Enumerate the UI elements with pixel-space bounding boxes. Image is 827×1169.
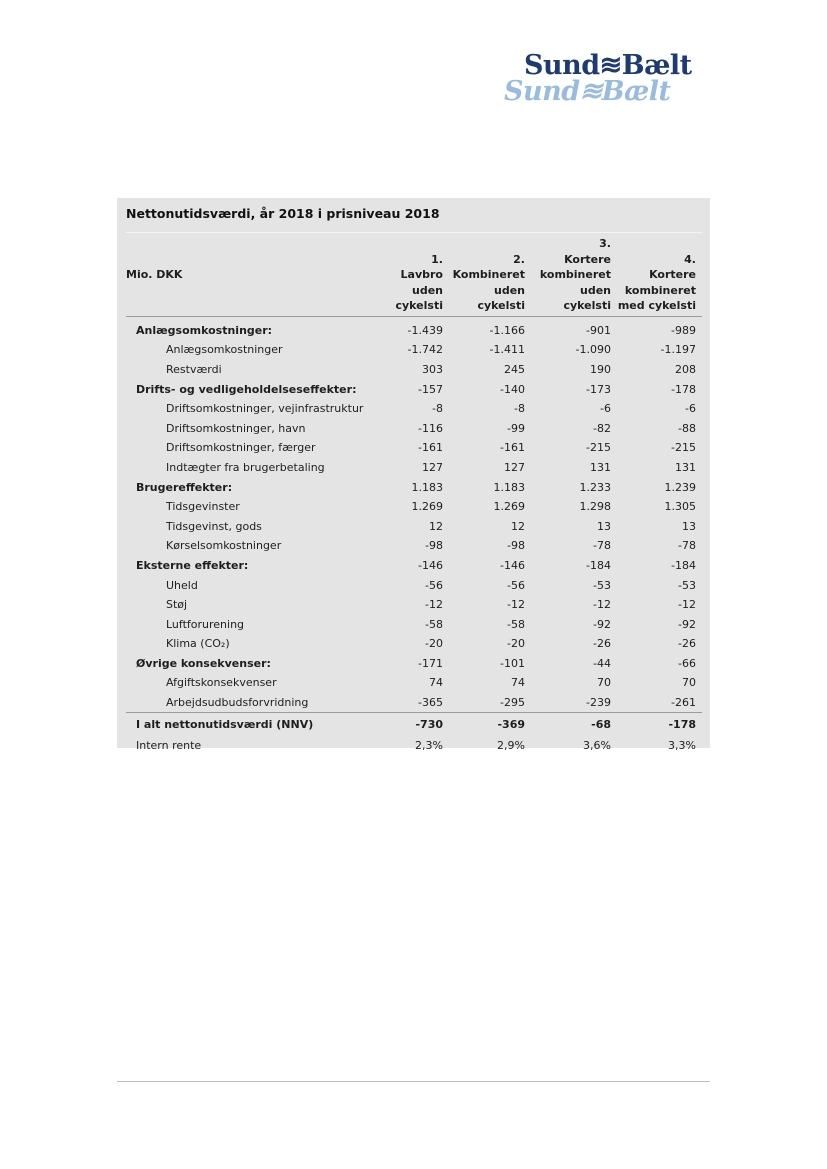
row-value: 74 <box>511 676 525 690</box>
row-value: -12 <box>678 598 696 612</box>
row-value: -171 <box>418 656 443 670</box>
row-value: 1.269 <box>493 500 525 514</box>
row-value: 208 <box>675 362 696 376</box>
row-label: Øvrige konsekvenser: <box>136 656 271 670</box>
logo-wordmark: Sund≋Bælt <box>524 50 692 81</box>
total-row <box>126 713 702 736</box>
row-label: Tidsgevinster <box>166 500 240 514</box>
table-row <box>126 693 702 713</box>
row-value: -178 <box>671 382 696 396</box>
row-value: -6 <box>685 402 696 416</box>
row-value: -26 <box>593 637 611 651</box>
row-value: -99 <box>507 421 525 435</box>
row-value: 70 <box>682 676 696 690</box>
row-value: -92 <box>678 617 696 631</box>
table-header-row <box>126 236 702 316</box>
row-value: -78 <box>593 539 611 553</box>
group-row <box>126 477 702 497</box>
npv-table-panel <box>117 198 710 752</box>
row-value: -239 <box>586 696 611 710</box>
table-row <box>126 360 702 380</box>
row-label: Arbejdsudbudsforvridning <box>166 696 309 710</box>
row-label: Indtægter fra brugerbetaling <box>166 460 325 474</box>
row-value: 3,3% <box>668 738 696 752</box>
group-row <box>126 379 702 399</box>
row-value: 2,3% <box>415 738 443 752</box>
row-label: Eksterne effekter: <box>136 558 249 572</box>
table-title: Nettonutidsværdi, år 2018 i prisniveau 2018 <box>126 206 440 221</box>
row-value: 1.239 <box>664 480 696 494</box>
row-value: -116 <box>418 421 443 435</box>
row-value: -184 <box>586 558 611 572</box>
row-value: -20 <box>425 637 443 651</box>
group-row <box>126 654 702 674</box>
row-value: -184 <box>671 558 696 572</box>
row-value: -1.090 <box>575 343 611 357</box>
row-value: -369 <box>449 713 531 736</box>
row-value: -215 <box>671 441 696 455</box>
row-value: -58 <box>507 617 525 631</box>
table-row <box>126 418 702 438</box>
row-label: Brugereffekter: <box>136 480 233 494</box>
row-value: -53 <box>593 578 611 592</box>
row-label: Drifts- og vedligeholdelseseffekter: <box>136 382 357 396</box>
table-row <box>126 516 702 536</box>
row-label: Driftsomkostninger, færger <box>166 441 316 455</box>
row-value: 12 <box>511 519 525 533</box>
row-label: Støj <box>166 598 188 612</box>
row-value: 303 <box>422 362 443 376</box>
row-label: Driftsomkostninger, vejinfrastruktur <box>166 402 364 416</box>
row-value: -56 <box>425 578 443 592</box>
row-label: Uheld <box>166 578 198 592</box>
sund-baelt-logo <box>500 50 715 106</box>
row-label: Anlægsomkostninger: <box>136 323 273 337</box>
row-label: Anlægsomkostninger <box>166 343 283 357</box>
row-value: 190 <box>590 362 611 376</box>
row-label: Restværdi <box>166 362 222 376</box>
table-row <box>126 595 702 615</box>
row-value: -66 <box>678 656 696 670</box>
row-value: 131 <box>675 460 696 474</box>
row-value: 127 <box>422 460 443 474</box>
row-value: 131 <box>590 460 611 474</box>
row-value: -56 <box>507 578 525 592</box>
row-value: 1.269 <box>411 500 443 514</box>
row-value: 2,9% <box>497 738 525 752</box>
row-value: -261 <box>671 696 696 710</box>
row-value: -82 <box>593 421 611 435</box>
table-row <box>126 458 702 478</box>
row-value: -140 <box>500 382 525 396</box>
row-label: I alt nettonutidsværdi (NNV) <box>126 713 371 736</box>
row-value: -157 <box>418 382 443 396</box>
row-value: -6 <box>600 402 611 416</box>
npv-table <box>126 236 702 755</box>
row-value: -901 <box>586 323 611 337</box>
row-value: -1.166 <box>489 323 525 337</box>
row-value: -1.411 <box>489 343 525 357</box>
row-value: -98 <box>507 539 525 553</box>
column-header: 4. Kortere kombineret med cykelsti <box>617 236 702 316</box>
row-label: Afgiftskonsekvenser <box>166 676 277 690</box>
table-row <box>126 536 702 556</box>
title-divider <box>126 232 702 233</box>
row-value: -12 <box>507 598 525 612</box>
row-value: 245 <box>504 362 525 376</box>
row-value: 1.183 <box>493 480 525 494</box>
table-row <box>126 399 702 419</box>
unit-header: Mio. DKK <box>126 236 371 316</box>
row-value: -12 <box>593 598 611 612</box>
row-value: -146 <box>418 558 443 572</box>
row-value: -12 <box>425 598 443 612</box>
table-row <box>126 634 702 654</box>
row-label: Kørselsomkostninger <box>166 539 282 553</box>
row-value: 70 <box>597 676 611 690</box>
row-value: -78 <box>678 539 696 553</box>
table-row <box>126 438 702 458</box>
row-value: -730 <box>371 713 449 736</box>
row-value: -8 <box>432 402 443 416</box>
row-value: 3,6% <box>583 738 611 752</box>
row-value: 74 <box>429 676 443 690</box>
row-value: -92 <box>593 617 611 631</box>
group-row <box>126 556 702 576</box>
row-label: Intern rente <box>136 738 202 752</box>
row-value: -161 <box>500 441 525 455</box>
logo-wordmark-reflection: Sund≋Bælt <box>504 76 671 107</box>
row-value: 1.305 <box>664 500 696 514</box>
row-value: -295 <box>500 696 525 710</box>
table-row <box>126 673 702 693</box>
table-row <box>126 575 702 595</box>
row-value: 1.183 <box>411 480 443 494</box>
row-value: -53 <box>678 578 696 592</box>
row-value: -101 <box>500 656 525 670</box>
group-row <box>126 316 702 340</box>
row-value: -173 <box>586 382 611 396</box>
row-value: -215 <box>586 441 611 455</box>
row-value: -98 <box>425 539 443 553</box>
row-label: Driftsomkostninger, havn <box>166 421 306 435</box>
column-header: 3. Kortere kombineret uden cykelsti <box>531 236 617 316</box>
irr-row <box>126 735 702 755</box>
column-header: 1. Lavbro uden cykelsti <box>371 236 449 316</box>
row-label: Klima (CO₂) <box>166 637 230 651</box>
row-value: -68 <box>531 713 617 736</box>
table-row <box>126 614 702 634</box>
row-value: 1.233 <box>579 480 611 494</box>
row-value: -989 <box>671 323 696 337</box>
row-value: -1.197 <box>660 343 696 357</box>
row-value: -178 <box>617 713 702 736</box>
table-body <box>126 316 702 755</box>
table-row <box>126 497 702 517</box>
row-label: Tidsgevinst, gods <box>166 519 262 533</box>
row-value: -20 <box>507 637 525 651</box>
row-label: Luftforurening <box>166 617 245 631</box>
row-value: -26 <box>678 637 696 651</box>
row-value: -1.439 <box>407 323 443 337</box>
row-value: -44 <box>593 656 611 670</box>
row-value: -365 <box>418 696 443 710</box>
row-value: 12 <box>429 519 443 533</box>
table-row <box>126 340 702 360</box>
row-value: -161 <box>418 441 443 455</box>
row-value: -8 <box>514 402 525 416</box>
row-value: 13 <box>682 519 696 533</box>
row-value: 127 <box>504 460 525 474</box>
row-value: -58 <box>425 617 443 631</box>
row-value: 13 <box>597 519 611 533</box>
row-value: 1.298 <box>579 500 611 514</box>
row-value: -1.742 <box>407 343 443 357</box>
column-header: 2. Kombineret uden cykelsti <box>449 236 531 316</box>
row-value: -88 <box>678 421 696 435</box>
footer-rule <box>117 1081 710 1082</box>
row-value: -146 <box>500 558 525 572</box>
